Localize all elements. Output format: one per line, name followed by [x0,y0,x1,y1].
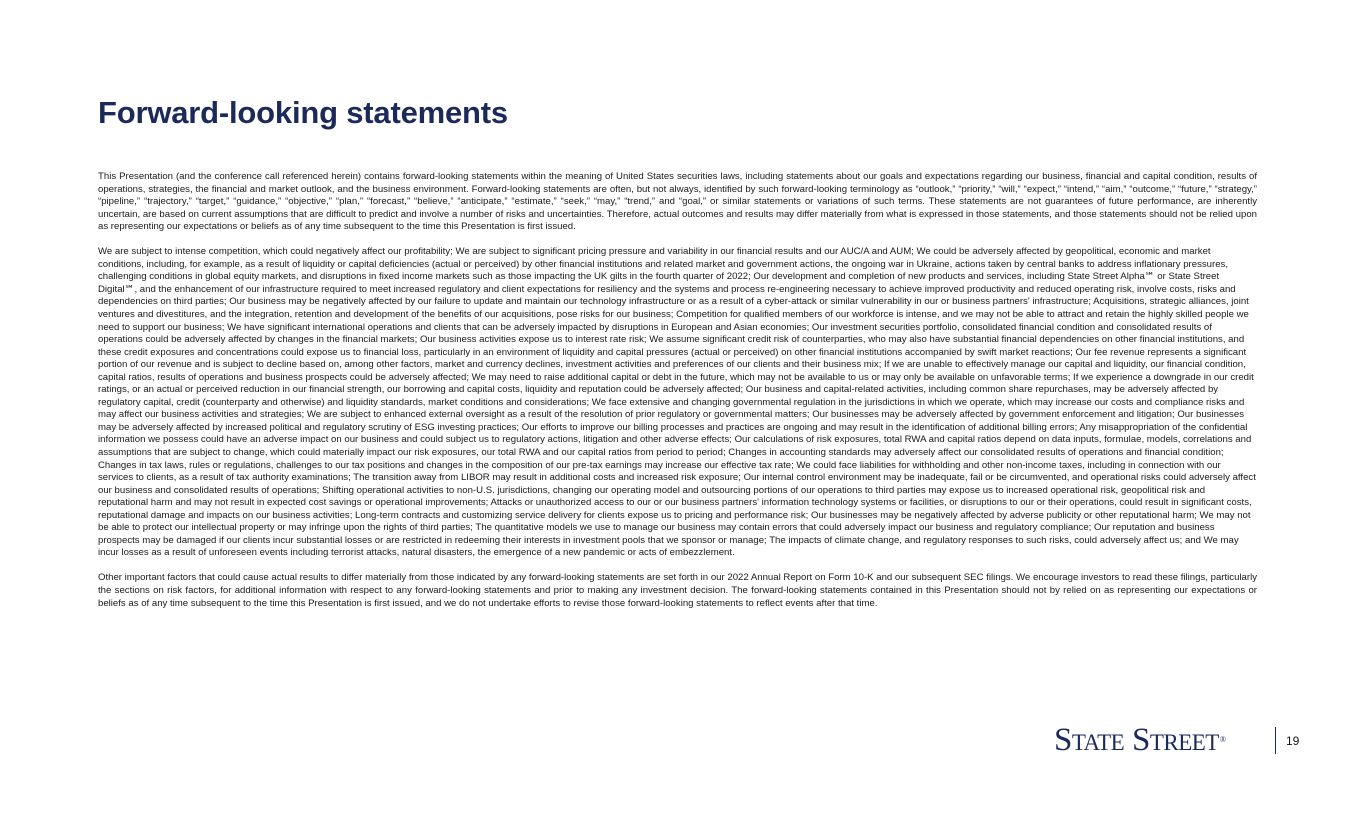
logo-wordmark: State Street [1054,722,1219,758]
paragraph-risk-factors: We are subject to intense competition, which could negatively affect our profitability; We are subject to significant pricing pressure and variability in our financial results and our AUC/A and AUM; We could be adversely affected by geopolitical, economic and market conditions, including, for example, as a result of liquidity or capital deficiencies (actual or perceived) by other financial institutions and related market and government actions, the ongoing war in Ukraine, actions taken by central banks to address inflationary pressures, challenging conditions in global equity markets, and disruptions in fixed income markets such as those impacting the UK gilts in the fourth quarter of 2022; Our development and completion of new products and services, including State Street Alpha℠ or State Street Digital℠, and the enhancement of our infrastructure required to meet increased regulatory and client expectations for resiliency and the systems and process re-engineering necessary to achieve improved productivity and reduced operating risk, involve costs, risks and dependencies on third parties; Our business may be negatively affected by our failure to update and maintain our technology infrastructure or as a result of a cyber-attack or similar vulnerability in our or business partners' infrastructure; Acquisitions, strategic alliances, joint ventures and divestitures, and the integration, retention and development of the benefits of our acquisitions, pose risks for our business; Competition for qualified members of our workforce is intense, and we may not be able to attract and retain the highly skilled people we need to support our business; We have significant international operations and clients that can be adversely impacted by disruptions in European and Asian economies; Our investment securities portfolio, consolidated financial condition and consolidated results of operations could be adversely affected by changes in the financial markets; Our business activities expose us to interest rate risk; We assume significant credit risk of counterparties, who may also have substantial financial dependencies on other financial institutions, and these credit exposures and concentrations could expose us to financial loss, particularly in an environment of liquidity and capital pressures (actual or perceived) on other financial institutions accompanied by swift market reactions; Our fee revenue represents a significant portion of our revenue and is subject to decline based on, among other factors, market and currency declines, investment activities and preferences of our clients and their business mix; If we are unable to effectively manage our capital and liquidity, our financial condition, capital ratios, results of operations and business prospects could be adversely affected; We may need to raise additional capital or debt in the future, which may not be available to us or may only be available on unfavorable terms; If we experience a downgrade in our credit ratings, or an actual or perceived reduction in our financial strength, our borrowing and capital costs, liquidity and reputation could be adversely affected; Our business and capital-related activities, including common share repurchases, may be adversely affected by regulatory capital, credit (counterparty and otherwise) and liquidity standards, market conditions and considerations; We face extensive and changing governmental regulation in the jurisdictions in which we operate, which may increase our costs and compliance risks and may affect our business activities and strategies; We are subject to enhanced external oversight as a result of the resolution of prior regulatory or governmental matters; Our businesses may be adversely affected by government enforcement and litigation; Our businesses may be adversely affected by increased political and regulatory scrutiny of ESG investing practices; Our efforts to improve our billing processes and practices are ongoing and may result in the identification of additional billing errors; Any misappropriation of the confidential information we possess could have an adverse impact on our business and could subject us to regulatory actions, litigation and other adverse effects; Our calculations of risk exposures, total RWA and capital ratios depend on data inputs, formulae, models, correlations and assumptions that are subject to change, which could materially impact our risk exposures, our total RWA and our capital ratios from period to period; Changes in accounting standards may adversely affect our consolidated results of operations and financial condition; Changes in tax laws, rules or regulations, challenges to our tax positions and changes in the composition of our pre-tax earnings may increase our effective tax rate; We could face liabilities for withholding and other non-income taxes, including in connection with our services to clients, as a result of tax authority examinations; The transition away from LIBOR may result in additional costs and increased risk exposure; Our internal control environment may be inadequate, fail or be circumvented, and operational risks could adversely affect our business and consolidated results of operations; Shifting operational activities to non-U.S. jurisdictions, changing our operating model and outsourcing portions of our operations to third parties may expose us to increased operational risk, geopolitical risk and reputational harm and may not result in expected cost savings or operational improvements; Attacks or unauthorized access to our or our business partners' information technology systems or facilities, or disruptions to our or their operations, could result in significant costs, reputational damage and impacts on our business activities; Long-term contracts and customizing service delivery for clients expose us to pricing and performance risk; Our businesses may be negatively affected by adverse publicity or other reputational harm; We may not be able to protect our intellectual property or may infringe upon the rights of third parties; The quantitative models we use to manage our business may contain errors that could adversely impact our business and regulatory compliance; Our reputation and business prospects may be damaged if our clients incur substantial losses or are restricted in redeeming their interests in investment pools that we sponsor or manage; The impacts of climate change, and regulatory responses to such risks, could adversely affect us; and We may incur losses as a result of unforeseen events including terrorist attacks, natural disasters, the emergence of a new pandemic or acts of embezzlement. [98,246,1256,559]
footer [1050,722,1310,758]
footer-divider [1275,727,1276,754]
body-text [98,171,1257,623]
state-street-logo [1054,722,1226,758]
page-title: Forward-looking statements [98,95,508,130]
paragraph-intro: This Presentation (and the conference call referenced herein) contains forward-looking statements within the meaning of United States securities laws, including statements about our goals and expectations regarding our business, financial and capital condition, results of operations, strategies, the financial and market outlook, and the business environment. Forward-looking statements are often, but not always, identified by such forward-looking terminology as “outlook,” “priority,” “will,” “expect,” “intend,” “aim,” “outcome,” “future,” “strategy,” “pipeline,” “trajectory,” “target,” “guidance,” “objective,” “plan,” “forecast,” “believe,” “anticipate,” “estimate,” “seek,” “may,” “trend,” and “goal,” or similar statements or variations of such terms. These statements are not guarantees of future performance, are inherently uncertain, are based on current assumptions that are difficult to predict and involve a number of risks and uncertainties. Therefore, actual outcomes and results may differ materially from what is expressed in those statements, and those statements should not be relied upon as representing our expectations or beliefs as of any time subsequent to the time this Presentation is first issued. [98,171,1257,233]
registered-mark: ® [1219,735,1226,744]
paragraph-other-factors: Other important factors that could cause actual results to differ materially from those indicated by any forward-looking statements are set forth in our 2022 Annual Report on Form 10-K and our subsequent SEC filings. We encourage investors to read these filings, particularly the sections on risk factors, for additional information with respect to any forward-looking statements and prior to making any investment decision. The forward-looking statements contained in this Presentation should not by relied on as representing our expectations or beliefs as of any time subsequent to the time this Presentation is first issued, and we do not undertake efforts to revise those forward-looking statements to reflect events after that time. [98,572,1257,609]
page-number: 19 [1286,734,1300,748]
